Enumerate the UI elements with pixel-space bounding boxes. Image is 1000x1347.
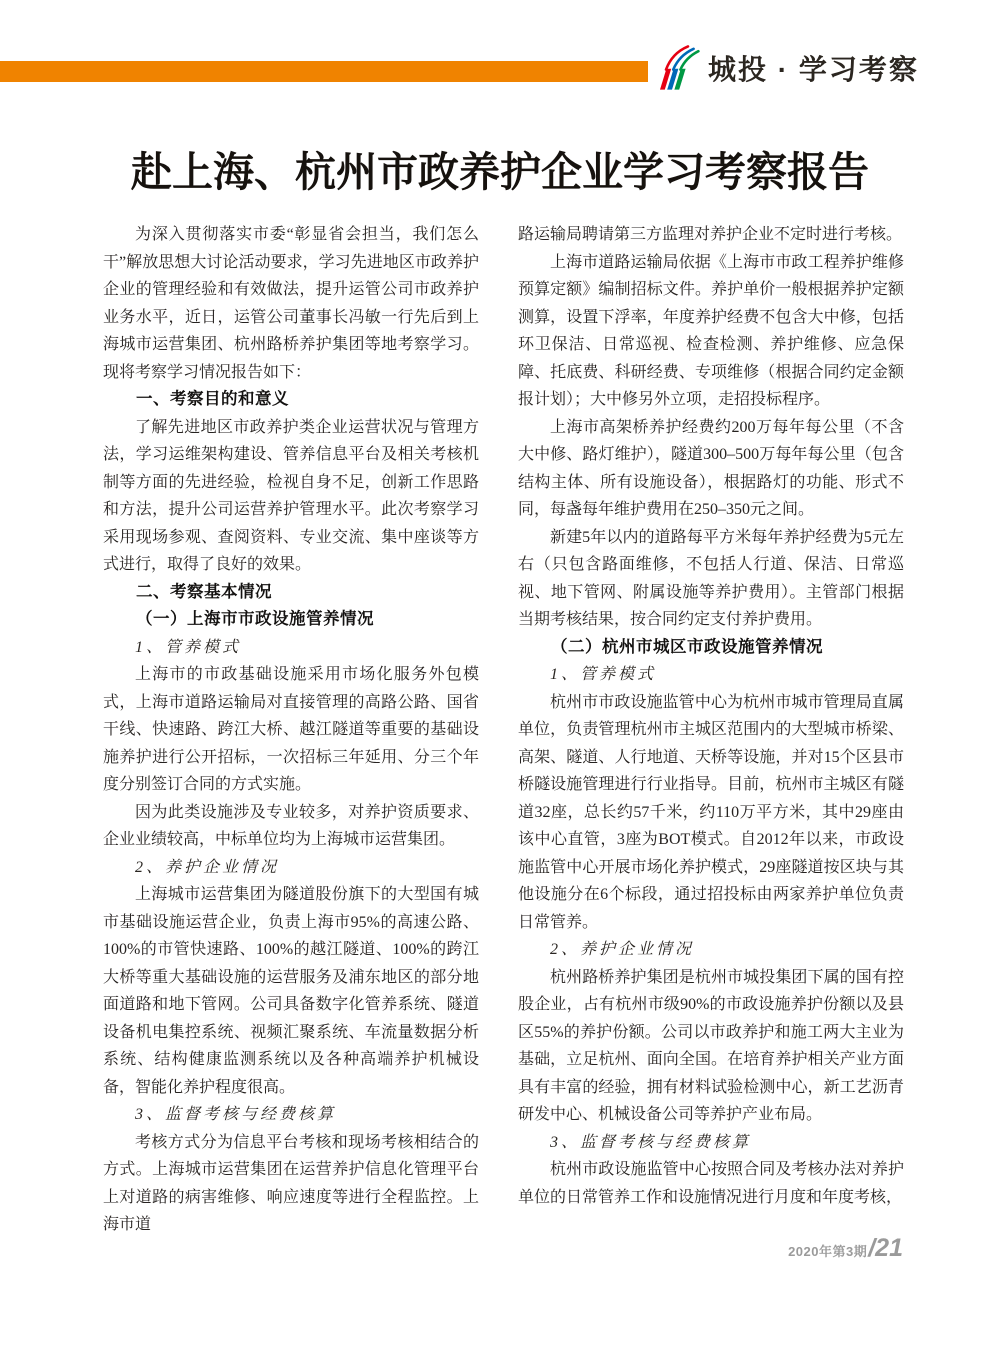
page-footer: [788, 1234, 903, 1263]
paragraph: 上海城市运营集团为隧道股份旗下的大型国有城市基础设施运营企业，负责上海市95%的高速公路、100%的市管快速路、100%的越江隧道、100%的跨江大桥等重大基础设施的运营服务及浦东地区的部分地面道路和地下管网。公司具备数字化管养系统、隧道设备机电集控系统、视频汇聚系统、车流量数据分析系统、结构健康监测系统以及各种高端养护机械设备，智能化养护程度很高。: [103, 886, 479, 1096]
paragraph: 上海市高架桥养护经费约200万每年每公里（不含大中修、路灯维护），隧道300–500万每年每公里（包含结构主体、所有设施设备），根据路灯的功能、形式不同，每盏每年维护费用在250–350元之间。: [518, 418, 904, 518]
subsection-heading: （一）上海市市政设施管养情况: [136, 610, 374, 628]
paragraph: 杭州市政设施监管中心按照合同及考核办法对养护单位的日常管养工作和设施情况进行月度和年度考核，: [518, 1161, 904, 1206]
section-heading: 一、考察目的和意义: [136, 390, 289, 408]
right-column: [518, 221, 904, 1211]
paragraph: 考核方式分为信息平台考核和现场考核相结合的方式。上海城市运营集团在运营养护信息化管理平台上对道路的病害维修、响应速度等进行全程监控。上海市道: [103, 1133, 479, 1233]
numbered-heading: 2、养护企业情况: [135, 858, 280, 876]
section-heading: 二、考察基本情况: [136, 582, 272, 601]
numbered-heading: 3、监督考核与经费核算: [135, 1106, 337, 1123]
paragraph: 杭州市市政设施监管中心为杭州市城市管理局直属单位，负责管理杭州市主城区范围内的大型城市桥梁、高架、隧道、人行地道、天桥等设施，并对15个区县市桥隧设施管理进行行业指导。目前，杭州市主城区有隧道32座，总长约57千米，约110万平方米，其中29座由该中心直管，3座为BOT模式。自2012年以来，市政设施监管中心开展市场化养护模式，29座隧道按区块与其他设施分在6个标段，通过招投标由两家养护单位负责日常管养。: [518, 693, 904, 931]
paragraph: 上海市道路运输局依据《上海市市政工程养护维修预算定额》编制招标文件。养护单价一般根据养护定额测算，设置下浮率，年度养护经费不包含大中修，包括环卫保洁、日常巡视、检查检测、养护维修、应急保障、托底费、科研经费、专项维修（根据合同约定金额报计划）；大中修另外立项，走招投标程序。: [518, 253, 904, 408]
page-number: /21: [868, 1234, 903, 1262]
numbered-heading: 1、管养模式: [550, 666, 657, 683]
issue-label: 2020年第3期: [788, 1244, 868, 1259]
subsection-heading: （二）杭州市城区市政设施管养情况: [551, 637, 823, 656]
paragraph: 新建5年以内的道路每平方米每年养护经费为5元左右（只包含路面维修，不包括人行道、保洁、日常巡视、地下管网、附属设施等养护费用）。主管部门根据当期考核结果，按合同约定支付养护费用。: [518, 528, 904, 628]
paragraph: 上海市的市政基础设施采用市场化服务外包模式，上海市道路运输局对直接管理的高路公路、国省干线、快速路、跨江大桥、越江隧道等重要的基础设施养护进行公开招标，一次招标三年延用、分三个年度分别签订合同的方式实施。: [103, 666, 479, 793]
article-title: 赴上海、杭州市政养护企业学习考察报告: [131, 149, 869, 195]
numbered-heading: 2、养护企业情况: [550, 941, 695, 958]
numbered-heading: 1、管养模式: [135, 638, 242, 656]
paragraph: 为深入贯彻落实市委“彰显省会担当，我们怎么干”解放思想大讨论活动要求，学习先进地区市政养护企业的管理经验和有效做法，提升运管公司市政养护业务水平，近日，运管公司董事长冯敏一行先后到上海城市运营集团、杭州路桥养护集团等地考察学习。现将考察学习情况报告如下：: [103, 226, 479, 381]
paragraph: 路运输局聘请第三方监理对养护企业不定时进行考核。: [518, 226, 903, 243]
paragraph: 因为此类设施涉及专业较多，对养护资质要求、企业业绩较高，中标单位均为上海城市运营集团。: [103, 803, 479, 848]
header-accent-bar: [0, 61, 648, 82]
brand-logo-icon: [652, 42, 700, 94]
brand-text: 城投 · 学习考察: [708, 54, 919, 85]
paragraph: 杭州路桥养护集团是杭州市城投集团下属的国有控股企业，占有杭州市级90%的市政设施养护份额以及县区55%的养护份额。公司以市政养护和施工两大主业为基础，立足杭州、面向全国。在培育养护相关产业方面具有丰富的经验，拥有材料试验检测中心，新工艺沥青研发中心、机械设备公司等养护产业布局。: [518, 968, 904, 1123]
paragraph: 了解先进地区市政养护类企业运营状况与管理方法，学习运维架构建设、管养信息平台及相关考核机制等方面的先进经验，检视自身不足，创新工作思路和方法，提升公司运营养护管理水平。此次考察学习采用现场参观、查阅资料、专业交流、集中座谈等方式进行，取得了良好的效果。: [103, 418, 479, 573]
header-brand: [652, 42, 919, 94]
numbered-heading: 3、监督考核与经费核算: [550, 1133, 752, 1151]
left-column: [103, 221, 479, 1239]
